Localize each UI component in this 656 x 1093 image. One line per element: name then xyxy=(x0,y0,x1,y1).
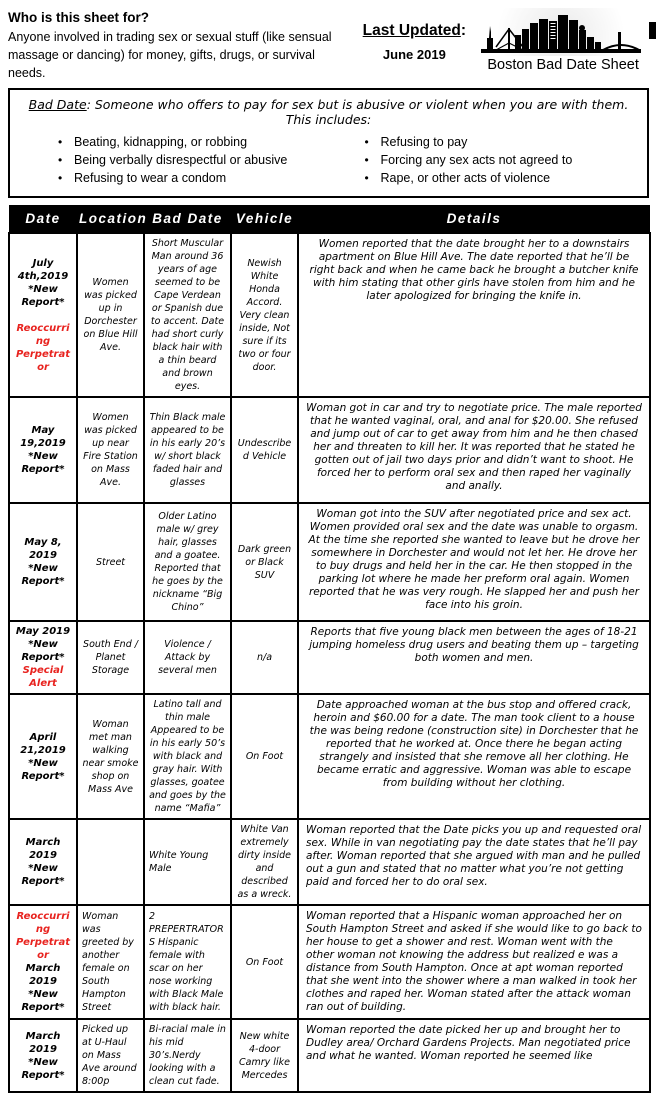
cell-location: South End / Planet Storage xyxy=(77,621,144,694)
date-alert-line: Reoccurring xyxy=(16,911,70,935)
date-line: *New Report* xyxy=(21,1056,65,1081)
table-row xyxy=(9,694,650,819)
date-line: *New Report* xyxy=(21,863,65,887)
cell-vehicle: White Van extremely dirty inside and described as a wreck. xyxy=(231,819,298,905)
last-updated-label: Last Updated: xyxy=(362,22,467,39)
who-body: Anyone involved in trading sex or sexual stuff (like sensual massage or dancing) for money, gifts, drugs, or survival needs. xyxy=(8,30,332,80)
bad-date-definition-box xyxy=(8,88,649,198)
cell-details: Woman reported that the Date picks you up and requested oral sex. While in van negotiating pay the date states that he’ll pay after. Woman reported that she argued with man and he pulled out a gun and stated that no matter what you’re not getting paid and forced her to do oral sex. xyxy=(298,819,650,905)
bullet-icon: • xyxy=(58,135,63,149)
date-line: May 19,2019 xyxy=(20,425,66,449)
cell-location: Picked up at U-Haul on Mass Ave around 8:00p xyxy=(77,1019,144,1092)
cell-details: Women reported that the date brought her to a downstairs apartment on Blue Hill Ave. The date reported that he’ll be right back and when he came back he brought a butcher knife with him stating that other girls have stolen from him and he later apologized for bringing the knife in. xyxy=(298,233,650,397)
table-row xyxy=(9,905,650,1019)
date-line: *New Report* xyxy=(21,451,65,475)
cell-date xyxy=(9,819,77,905)
page-edge-mark xyxy=(649,22,656,39)
bullet-icon: • xyxy=(58,153,63,167)
last-updated-value: June 2019 xyxy=(382,47,446,62)
cell-date xyxy=(9,233,77,397)
cell-location xyxy=(77,819,144,905)
table-row xyxy=(9,1019,650,1092)
cell-vehicle: Newish White Honda Accord. Very clean inside, Not sure if its two or four door. xyxy=(231,233,298,397)
cell-location: Women was picked up near Fire Station on Mass Ave. xyxy=(77,397,144,503)
cell-details: Woman got into the SUV after negotiated price and sex act. Women provided oral sex and the date was unable to orgasm. At the time she reported she wanted to leave but he drove her somewhere in Dorchester and would not let her. He drove her to buy drugs and held her in the car. He then stopped in the parking lot where he made her preform oral again. Women reported that he was very rough. He slapped her and push her face into his groin. xyxy=(298,503,650,621)
date-line: July 4th,2019 xyxy=(17,257,69,282)
date-line: *New Report* xyxy=(21,563,65,587)
date-alert-line: Perpetrator xyxy=(16,348,70,373)
bullet-item: • Beating, kidnapping, or robbing xyxy=(58,135,248,149)
bullets-right xyxy=(329,131,636,189)
cell-location: Street xyxy=(77,503,144,621)
bullet-item: • Refusing to wear a condom xyxy=(58,171,227,185)
bullet-item: • Rape, or other acts of violence xyxy=(364,171,551,185)
cell-bad-date: Latino tall and thin male Appeared to be in his early 50’s with black and gray hair. With glasses, goatee and goes by the name “Mafia” xyxy=(144,694,231,819)
cell-date xyxy=(9,905,77,1019)
date-line: March 2019 xyxy=(25,963,61,987)
definition-term: Bad Date xyxy=(28,97,87,112)
logo-caption: Boston Bad Date Sheet xyxy=(487,57,639,73)
cell-bad-date: Bi-racial male in his mid 30’s.Nerdy looking with a clean cut fade. xyxy=(144,1019,231,1092)
table-row xyxy=(9,503,650,621)
bullet-item: • Being verbally disrespectful or abusive xyxy=(58,153,288,167)
cell-location: Woman met man walking near smoke shop on Mass Ave xyxy=(77,694,144,819)
cell-vehicle: n/a xyxy=(231,621,298,694)
last-updated-section xyxy=(355,8,473,62)
date-line: *New Report* xyxy=(21,283,65,308)
date-line: April 21,2019 xyxy=(20,731,66,756)
cell-bad-date: Older Latino male w/ grey hair, glasses and a goatee. Reported that he goes by the nickname “Big Chino” xyxy=(144,503,231,621)
table-body xyxy=(9,233,650,1092)
cell-bad-date: 2 PREPERTRATORS Hispanic female with scar on her nose working with Black Male with black hair. xyxy=(144,905,231,1019)
colon: : xyxy=(460,22,467,39)
cell-vehicle: New white 4-door Camry like Mercedes xyxy=(231,1019,298,1092)
date-line: *New Report* xyxy=(21,639,65,663)
bad-date-table xyxy=(8,205,651,1093)
column-header-details: Details xyxy=(298,205,650,233)
definition-rest: : Someone who offers to pay for sex but is abusive or violent when you are with them. This includes: xyxy=(86,97,629,127)
bullet-item: • Forcing any sex acts not agreed to xyxy=(364,153,573,167)
who-title: Who is this sheet for? xyxy=(8,10,150,25)
cell-details: Date approached woman at the bus stop and offered crack, heroin and $60.00 for a date. The man took client to a house the was being redone (construction site) in Dorchester that he reported that he worked at. Once there he began acting strangely and insisted that she remove all her clothing. He became erratic and aggressive. Woman was able to escape from building without her clothing. xyxy=(298,694,650,819)
table-row xyxy=(9,233,650,397)
cell-bad-date: White Young Male xyxy=(144,819,231,905)
page-header xyxy=(8,8,649,82)
cell-date xyxy=(9,1019,77,1092)
date-line: May 2019 xyxy=(15,626,71,637)
date-line: March 2019 xyxy=(25,1030,61,1055)
cell-details: Woman reported that a Hispanic woman approached her on South Hampton Street and asked if she would like to go back to her house to get a shower and rest. Woman went with the other woman not knowing the address but realized e was a distance from South Hampton. Once at apt woman reported that she went into the shower where a man walked in took her clothes and raped her. Woman stated after the attack woman ran out of building. xyxy=(298,905,650,1019)
bullets-left xyxy=(22,131,329,189)
cell-details: Woman got in car and try to negotiate price. The male reported that he wanted vaginal, oral, and anal for $20.00. She refused and jump out of car to get away from him and he then chased her and threaten to kill her. It was reported that he stated he gotten out of jail two days prior and didn’t want to shoot. He forced her to perform oral sex and then raped her vaginally and anally. xyxy=(298,397,650,503)
table-row xyxy=(9,819,650,905)
cell-date xyxy=(9,397,77,503)
bullet-icon: • xyxy=(58,171,63,185)
table-row xyxy=(9,621,650,694)
column-header-location: Location xyxy=(77,205,144,233)
cell-bad-date: Violence / Attack by several men xyxy=(144,621,231,694)
bullet-icon: • xyxy=(364,153,369,167)
cell-vehicle: Dark green or Black SUV xyxy=(231,503,298,621)
date-alert-line: Reoccurring xyxy=(16,322,70,347)
cell-details: Woman reported the date picked her up and brought her to Dudley area/ Orchard Gardens Projects. Man negotiated price and what he wanted. Woman reported he seemed like xyxy=(298,1019,650,1092)
table-header xyxy=(9,205,650,233)
bullet-icon: • xyxy=(364,171,369,185)
bullet-icon: • xyxy=(364,135,369,149)
cell-location: Women was picked up in Dorchester on Blue Hill Ave. xyxy=(77,233,144,397)
date-alert-line: Perpetrator xyxy=(16,937,70,961)
column-header-date: Date xyxy=(9,205,77,233)
table-row xyxy=(9,397,650,503)
cell-bad-date: Short Muscular Man around 36 years of age seemed to be Cape Verdean or Spanish due to accent. Date had short curly black hair with a thin beard and brown eyes. xyxy=(144,233,231,397)
boston-skyline-icon xyxy=(477,8,645,56)
cell-location: Woman was greeted by another female on South Hampton Street xyxy=(77,905,144,1019)
logo-section xyxy=(477,8,649,73)
date-line xyxy=(14,309,72,322)
cell-date xyxy=(9,621,77,694)
cell-details: Reports that five young black men between the ages of 18-21 jumping homeless drug users and beating them up – targeting both women and men. xyxy=(298,621,650,694)
date-line: March 2019 xyxy=(25,837,61,861)
cell-date xyxy=(9,503,77,621)
who-section xyxy=(8,8,355,82)
definition-bullets xyxy=(22,131,635,189)
date-line: May 8, 2019 xyxy=(24,537,62,561)
cell-vehicle: Undescribed Vehicle xyxy=(231,397,298,503)
cell-vehicle: On Foot xyxy=(231,905,298,1019)
cell-vehicle: On Foot xyxy=(231,694,298,819)
column-header-vehicle: Vehicle xyxy=(231,205,298,233)
column-header-bad-date: Bad Date xyxy=(144,205,231,233)
bad-date-definition xyxy=(22,97,635,127)
date-line: *New Report* xyxy=(21,757,65,782)
cell-date xyxy=(9,694,77,819)
bullet-item: • Refusing to pay xyxy=(364,135,468,149)
date-alert-line: Special Alert xyxy=(22,665,64,689)
table-header-row xyxy=(9,205,650,233)
date-line: *New Report* xyxy=(21,989,65,1013)
cell-bad-date: Thin Black male appeared to be in his early 20’s w/ short black faded hair and glasses xyxy=(144,397,231,503)
